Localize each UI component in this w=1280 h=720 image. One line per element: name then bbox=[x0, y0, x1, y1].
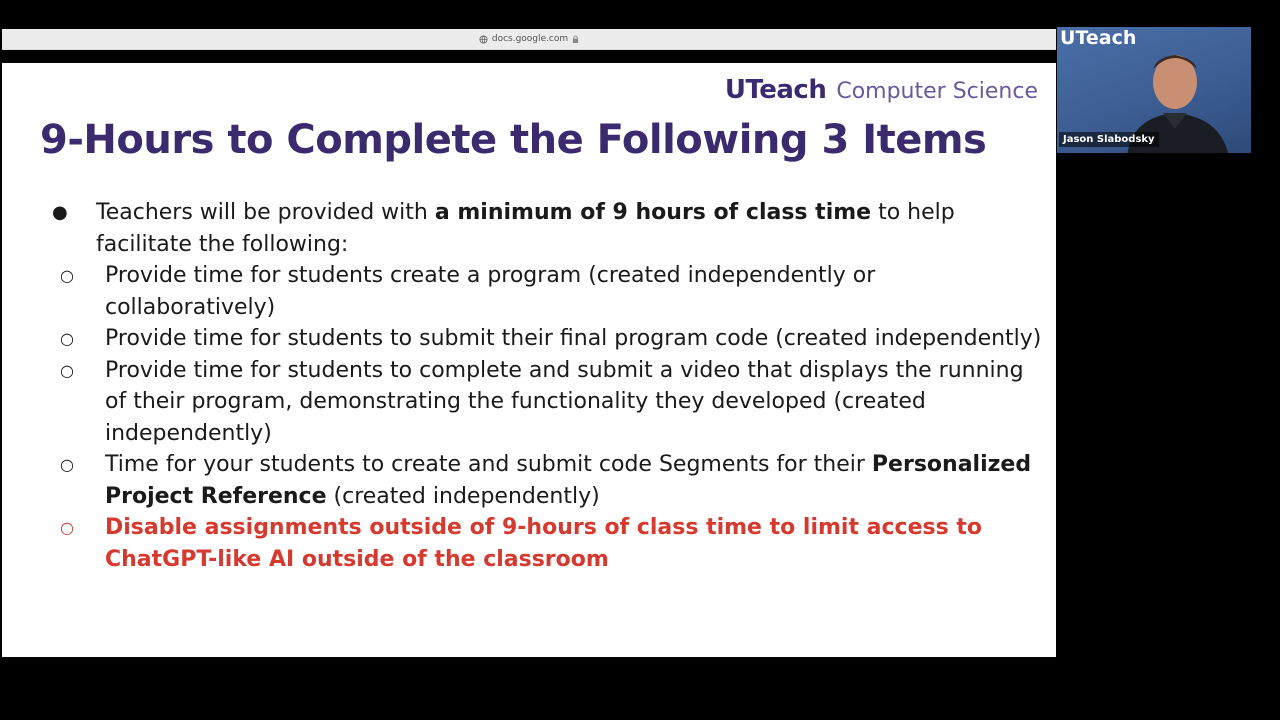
sub-bullet-text: Provide time for students to submit their final program code (created independently) bbox=[105, 326, 1042, 351]
participant-name: Jason Slabodsky bbox=[1059, 132, 1159, 147]
brand-header bbox=[725, 75, 1038, 105]
globe-icon bbox=[479, 35, 488, 44]
sub-bullet-item bbox=[52, 323, 1042, 355]
browser-address-bar[interactable] bbox=[2, 29, 1056, 50]
circle-bullet-icon: ○ bbox=[60, 329, 74, 348]
sub-bullet-item bbox=[52, 355, 1042, 450]
sub-text-pre: Time for your students to create and submit code Segments for their bbox=[105, 452, 872, 477]
circle-bullet-icon: ○ bbox=[60, 266, 74, 285]
sub-bullet-text: Provide time for students to complete and submit a video that displays the running of their program, demonstrating the functionality they developed (created independently) bbox=[105, 357, 1024, 446]
bullet-text-post: to help facilitate the following: bbox=[96, 200, 955, 257]
url-text[interactable]: docs.google.com bbox=[491, 34, 569, 44]
bullet-text-pre: Teachers will be provided with bbox=[96, 200, 435, 225]
sub-bullet-text-highlight: Disable assignments outside of 9-hours of class time to limit access to ChatGPT-like AI outside of the classroom bbox=[105, 515, 982, 572]
circle-bullet-icon: ○ bbox=[60, 518, 74, 537]
sub-bullet-item-highlight bbox=[52, 512, 1042, 575]
sub-text-bold: Personalized Project Reference bbox=[105, 452, 1032, 509]
sub-bullet-text bbox=[105, 449, 1042, 512]
circle-bullet-icon: ○ bbox=[60, 360, 74, 380]
sub-bullet-text: Provide time for students create a program (created independently or collaboratively) bbox=[105, 263, 876, 320]
main-bullet-text bbox=[96, 197, 1042, 260]
slide bbox=[2, 63, 1056, 657]
sub-bullet-item bbox=[52, 260, 1042, 323]
sub-bullet-item bbox=[52, 449, 1042, 512]
sub-bullet-list bbox=[52, 260, 1042, 575]
brand-logo: UTeach bbox=[724, 75, 827, 105]
brand-subtitle: Computer Science bbox=[836, 79, 1038, 104]
slide-content bbox=[52, 197, 1042, 575]
bullet-dot-icon: ● bbox=[52, 202, 68, 223]
slide-title: 9-Hours to Complete the Following 3 Items bbox=[40, 117, 987, 163]
lock-icon bbox=[572, 35, 579, 44]
main-bullet bbox=[52, 197, 1042, 260]
sub-text-post: (created independently) bbox=[326, 483, 600, 509]
circle-bullet-icon: ○ bbox=[60, 455, 74, 474]
bullet-text-bold: a minimum of 9 hours of class time bbox=[434, 200, 872, 225]
video-feed[interactable] bbox=[1057, 27, 1251, 153]
video-logo: UTeach bbox=[1060, 27, 1137, 49]
